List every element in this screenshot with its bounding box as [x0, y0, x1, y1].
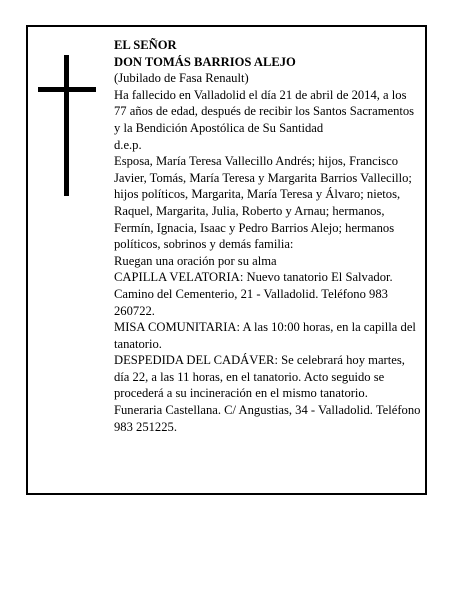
mass: MISA COMUNITARIA: A las 10:00 horas, en la capilla del tanatorio.: [114, 320, 416, 351]
deceased-name: DON TOMÁS BARRIOS ALEJO: [114, 54, 296, 69]
death-text: Ha fallecido en Valladolid el día 21 de abril de 2014, a los 77 años de edad, después de recibir los Santos Sacramentos y la Bendición Apostólica de Su Santidad: [114, 87, 415, 135]
prayer: Ruegan una oración por su alma: [114, 253, 277, 268]
chapel: CAPILLA VELATORIA: Nuevo tanatorio El Salvador. Camino del Cementerio, 21 - Valladolid. Teléfono 983 260722.: [114, 270, 393, 318]
subtitle: (Jubilado de Fasa Renault): [114, 71, 249, 86]
family: Esposa, María Teresa Vallecillo Andrés; hijos, Francisco Javier, Tomás, María Teresa y Margarita Barrios Vallecillo; hijos políticos, Margarita, María Teresa y Álvaro; nietos, Raquel, Margarita, Julia, Roberto y Arnau; hermanos, Fermín, Ignacia, Isaac y Pedro Barrios Alejo; hermanos políticos, sobrinos y demás familia:: [114, 154, 412, 252]
rip: d.e.p.: [114, 137, 142, 152]
farewell: DESPEDIDA DEL CADÁVER: Se celebrará hoy martes, día 22, a las 11 horas, en el tanatorio. Acto seguido se procederá a su incineración en el mismo tanatorio.: [114, 353, 405, 401]
cross-icon-bar: [38, 87, 96, 92]
funeral-home: Funeraria Castellana. C/ Angustias, 34 - Valladolid. Teléfono 983 251225.: [114, 403, 421, 434]
cross-icon: [64, 55, 69, 196]
obituary-text: [114, 37, 422, 435]
header: EL SEÑOR: [114, 38, 177, 52]
